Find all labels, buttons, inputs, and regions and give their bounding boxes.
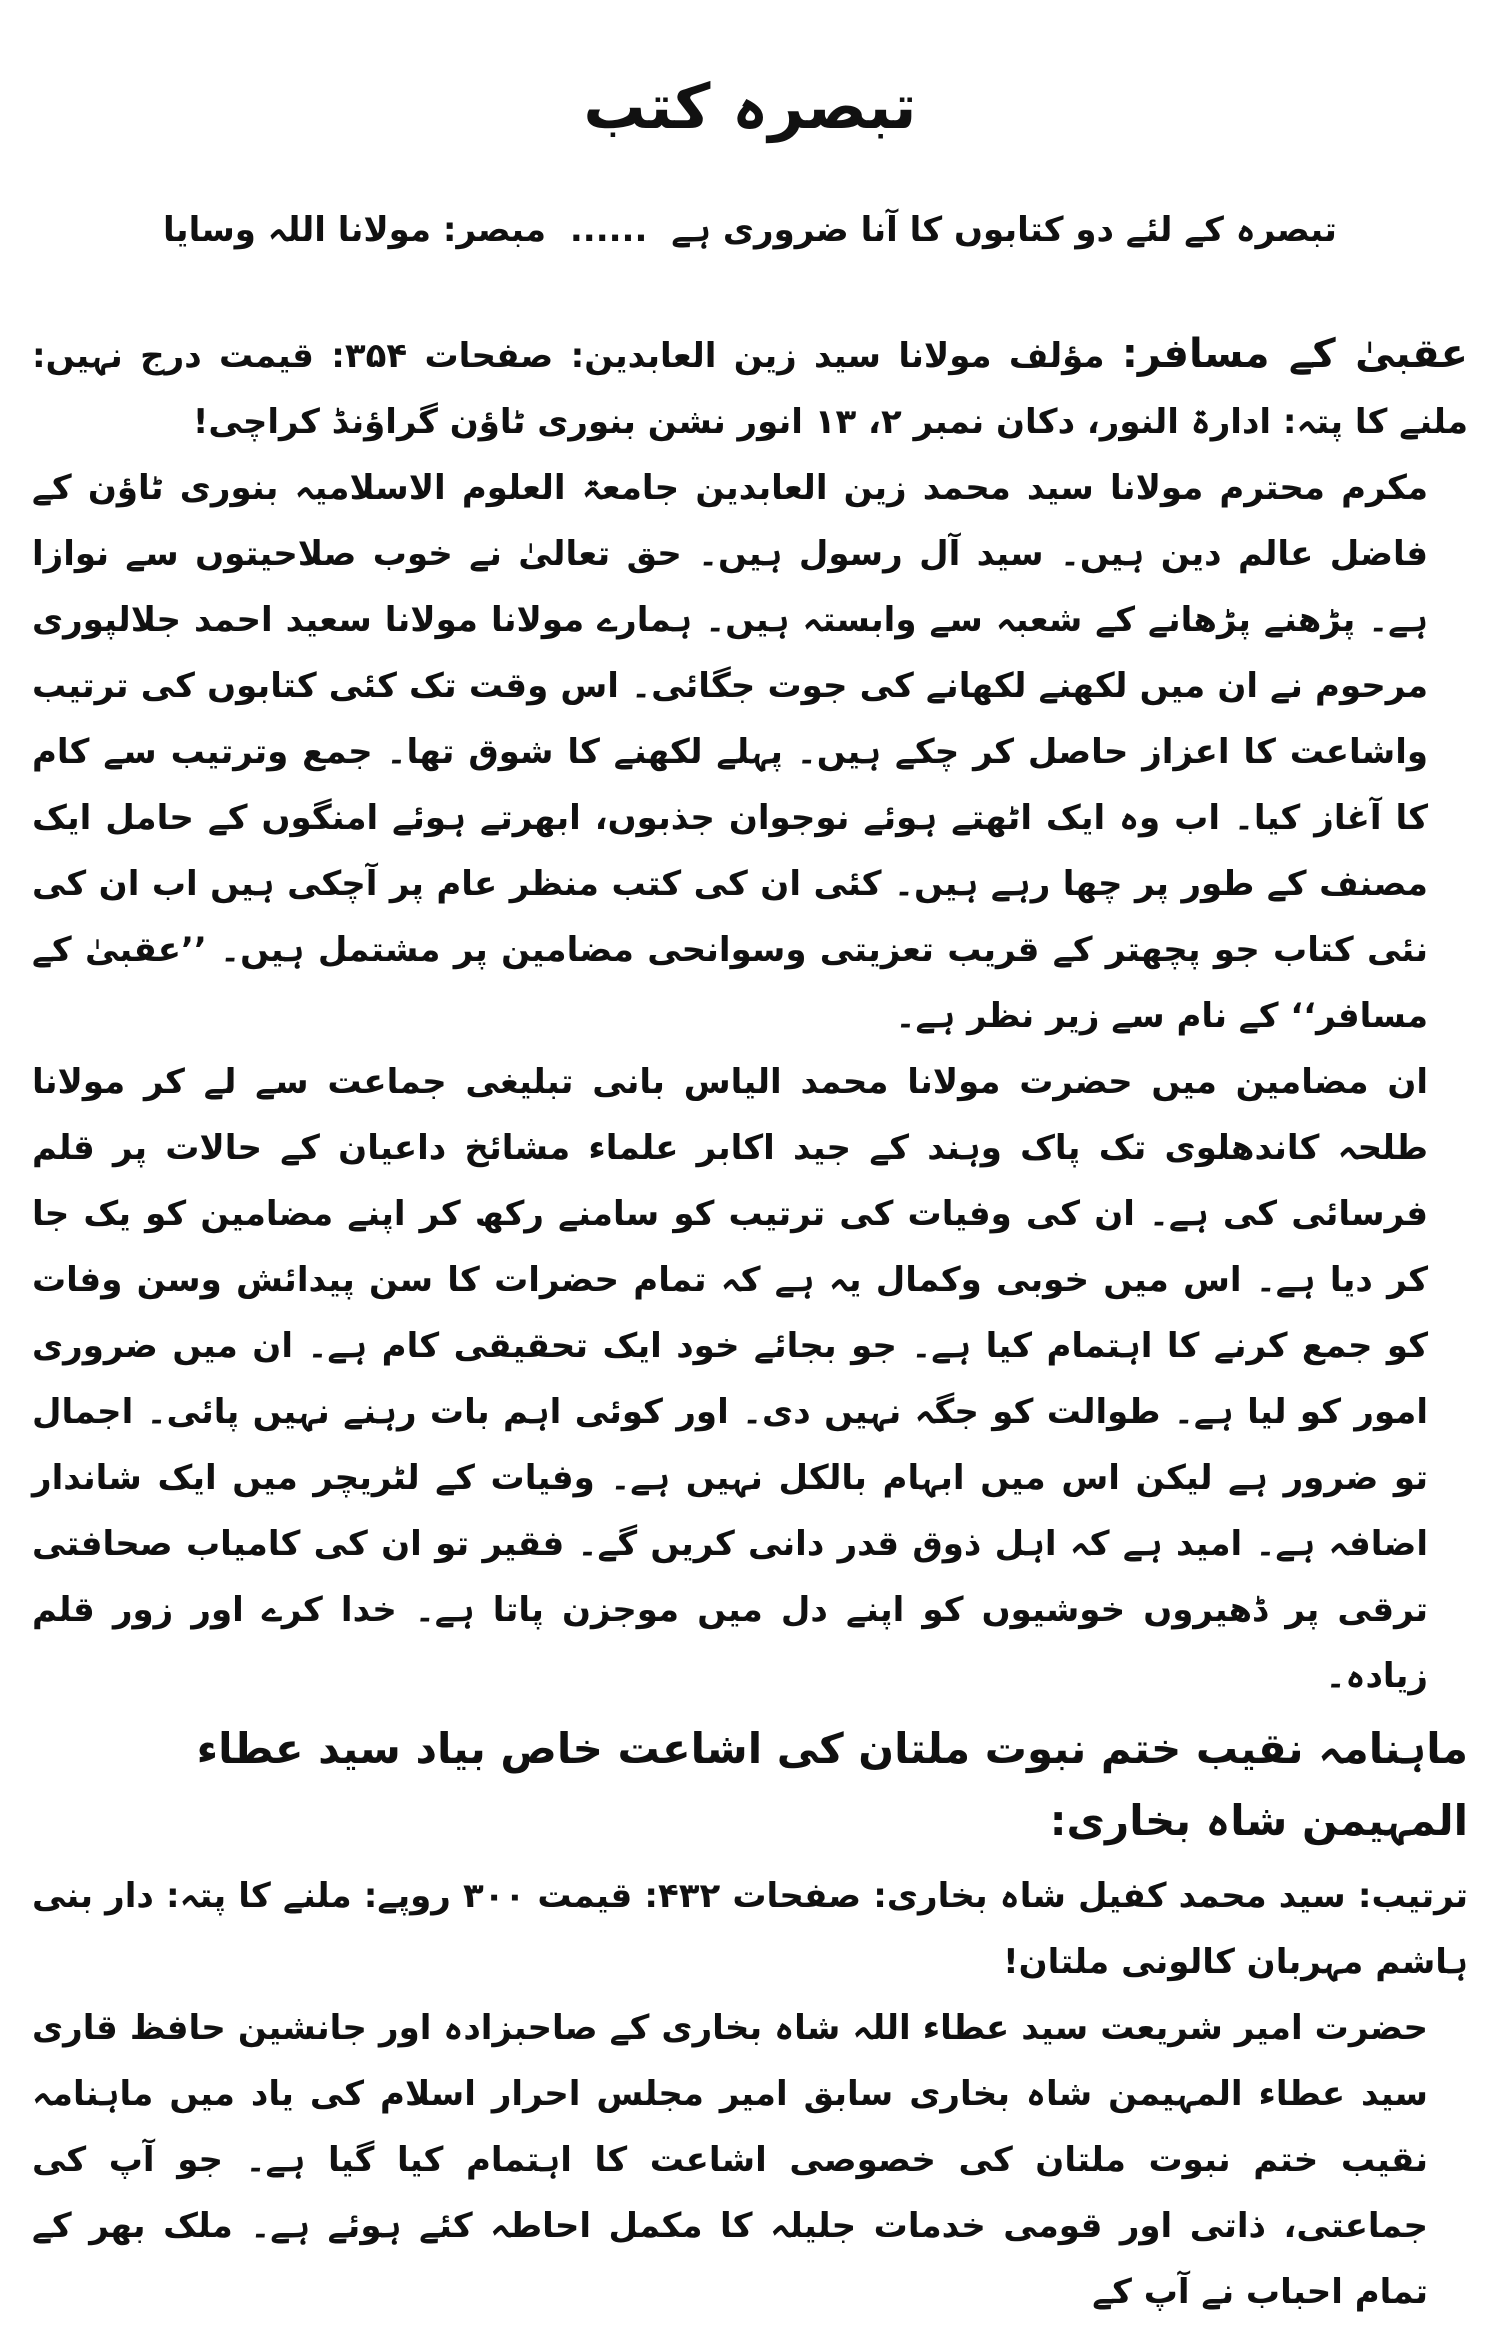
- review-2-heading: ماہنامہ نقیب ختم نبوت ملتان کی اشاعت خاص بیاد سید عطاء المہیمن شاہ بخاری:: [196, 1723, 1468, 1845]
- review-2-paragraph: حضرت امیر شریعت سید عطاء اللہ شاہ بخاری کے صاحبزادہ اور جانشین حافظ قاری سید عطاء المہیمن شاہ بخاری سابق امیر مجلس احرار اسلام کی یاد میں ماہنامہ نقیب ختم نبوت ملتان کی خصوصی اشاعت کا اہتمام کیا گیا ہے۔ جو آپ کی جماعتی، ذاتی اور قومی خدمات جلیلہ کا مکمل احاطہ کئے ہوئے ہے۔ ملک بھر کے تمام احباب نے آپ کے: [32, 2007, 1428, 2312]
- review-note-dots: ......: [569, 210, 648, 251]
- review-2-details: ترتیب: سید محمد کفیل شاہ بخاری: صفحات ۴۳۲: قیمت ۳۰۰ روپے: ملنے کا پتہ: دار بنی ہاشم مہربان کالونی ملتان!: [32, 1875, 1468, 1982]
- reviewer-name: مبصر: مولانا اللہ وسایا: [163, 210, 547, 251]
- page-title: تبصرہ کتب: [583, 70, 917, 143]
- review-note: [32, 208, 1468, 252]
- review-1: [32, 321, 1468, 1709]
- review-1-paragraph: مکرم محترم مولانا سید محمد زین العابدین جامعۃ العلوم الاسلامیہ بنوری ٹاؤن کے فاضل عالم دین ہیں۔ سید آل رسول ہیں۔ حق تعالیٰ نے خوب صلاحیتوں سے نوازا ہے۔ پڑھنے پڑھانے کے شعبہ سے وابستہ ہیں۔ ہمارے مولانا مولانا سعید احمد جلالپوری مرحوم نے ان میں لکھنے لکھانے کی جوت جگائی۔ اس وقت تک کئی کتابوں کی ترتیب واشاعت کا اعزاز حاصل کر چکے ہیں۔ پہلے لکھنے کا شوق تھا۔ جمع وترتیب سے کام کا آغاز کیا۔ اب وہ ایک اٹھتے ہوئے نوجوان جذبوں، ابھرتے ہوئے امنگوں کے حامل ایک مصنف کے طور پر چھا رہے ہیں۔ کئی ان کی کتب منظر عام پر آچکی ہیں اب ان کی نئی کتاب جو پچھتر کے قریب تعزیتی وسوانحی مضامین پر مشتمل ہیں۔ ’’عقبیٰ کے مسافر‘‘ کے نام سے زیر نظر ہے۔: [32, 467, 1428, 1036]
- review-2: [32, 1863, 1468, 2325]
- review-1-paragraph: ان مضامین میں حضرت مولانا محمد الیاس بانی تبلیغی جماعت سے لے کر مولانا طلحہ کاندھلوی تک پاک وہند کے جید اکابر علماء مشائخ داعیان کے حالات پر قلم فرسائی کی ہے۔ ان کی وفیات کی ترتیب کو سامنے رکھ کر اپنے مضامین کو یک جا کر دیا ہے۔ اس میں خوبی وکمال یہ ہے کہ تمام حضرات کا سن پیدائش وسن وفات کو جمع کرنے کا اہتمام کیا ہے۔ جو بجائے خود ایک تحقیقی کام ہے۔ ان میں ضروری امور کو لیا ہے۔ طوالت کو جگہ نہیں دی۔ اور کوئی اہم بات رہنے نہیں پائی۔ اجمال تو ضرور ہے لیکن اس میں ابہام بالکل نہیں ہے۔ وفیات کے لٹریچر میں ایک شاندار اضافہ ہے۔ امید ہے کہ اہل ذوق قدر دانی کریں گے۔ فقیر تو ان کی کامیاب صحافتی ترقی پر ڈھیروں خوشیوں کو اپنے دل میں موجزن پاتا ہے۔ خدا کرے اور زور قلم زیادہ۔: [32, 1061, 1428, 1696]
- review-note-text: تبصرہ کے لئے دو کتابوں کا آنا ضروری ہے: [671, 210, 1337, 251]
- book-details: مؤلف مولانا سید زین العابدین: صفحات ۳۵۴: قیمت درج نہیں: ملنے کا پتہ: ادارۃ النور، دکان نمبر ۲، ۱۳ انور نشن بنوری ٹاؤن گراؤنڈ کراچی!: [32, 335, 1468, 442]
- review-1-header: [32, 321, 1468, 455]
- book-title: عقبیٰ کے مسافر:: [1121, 330, 1468, 377]
